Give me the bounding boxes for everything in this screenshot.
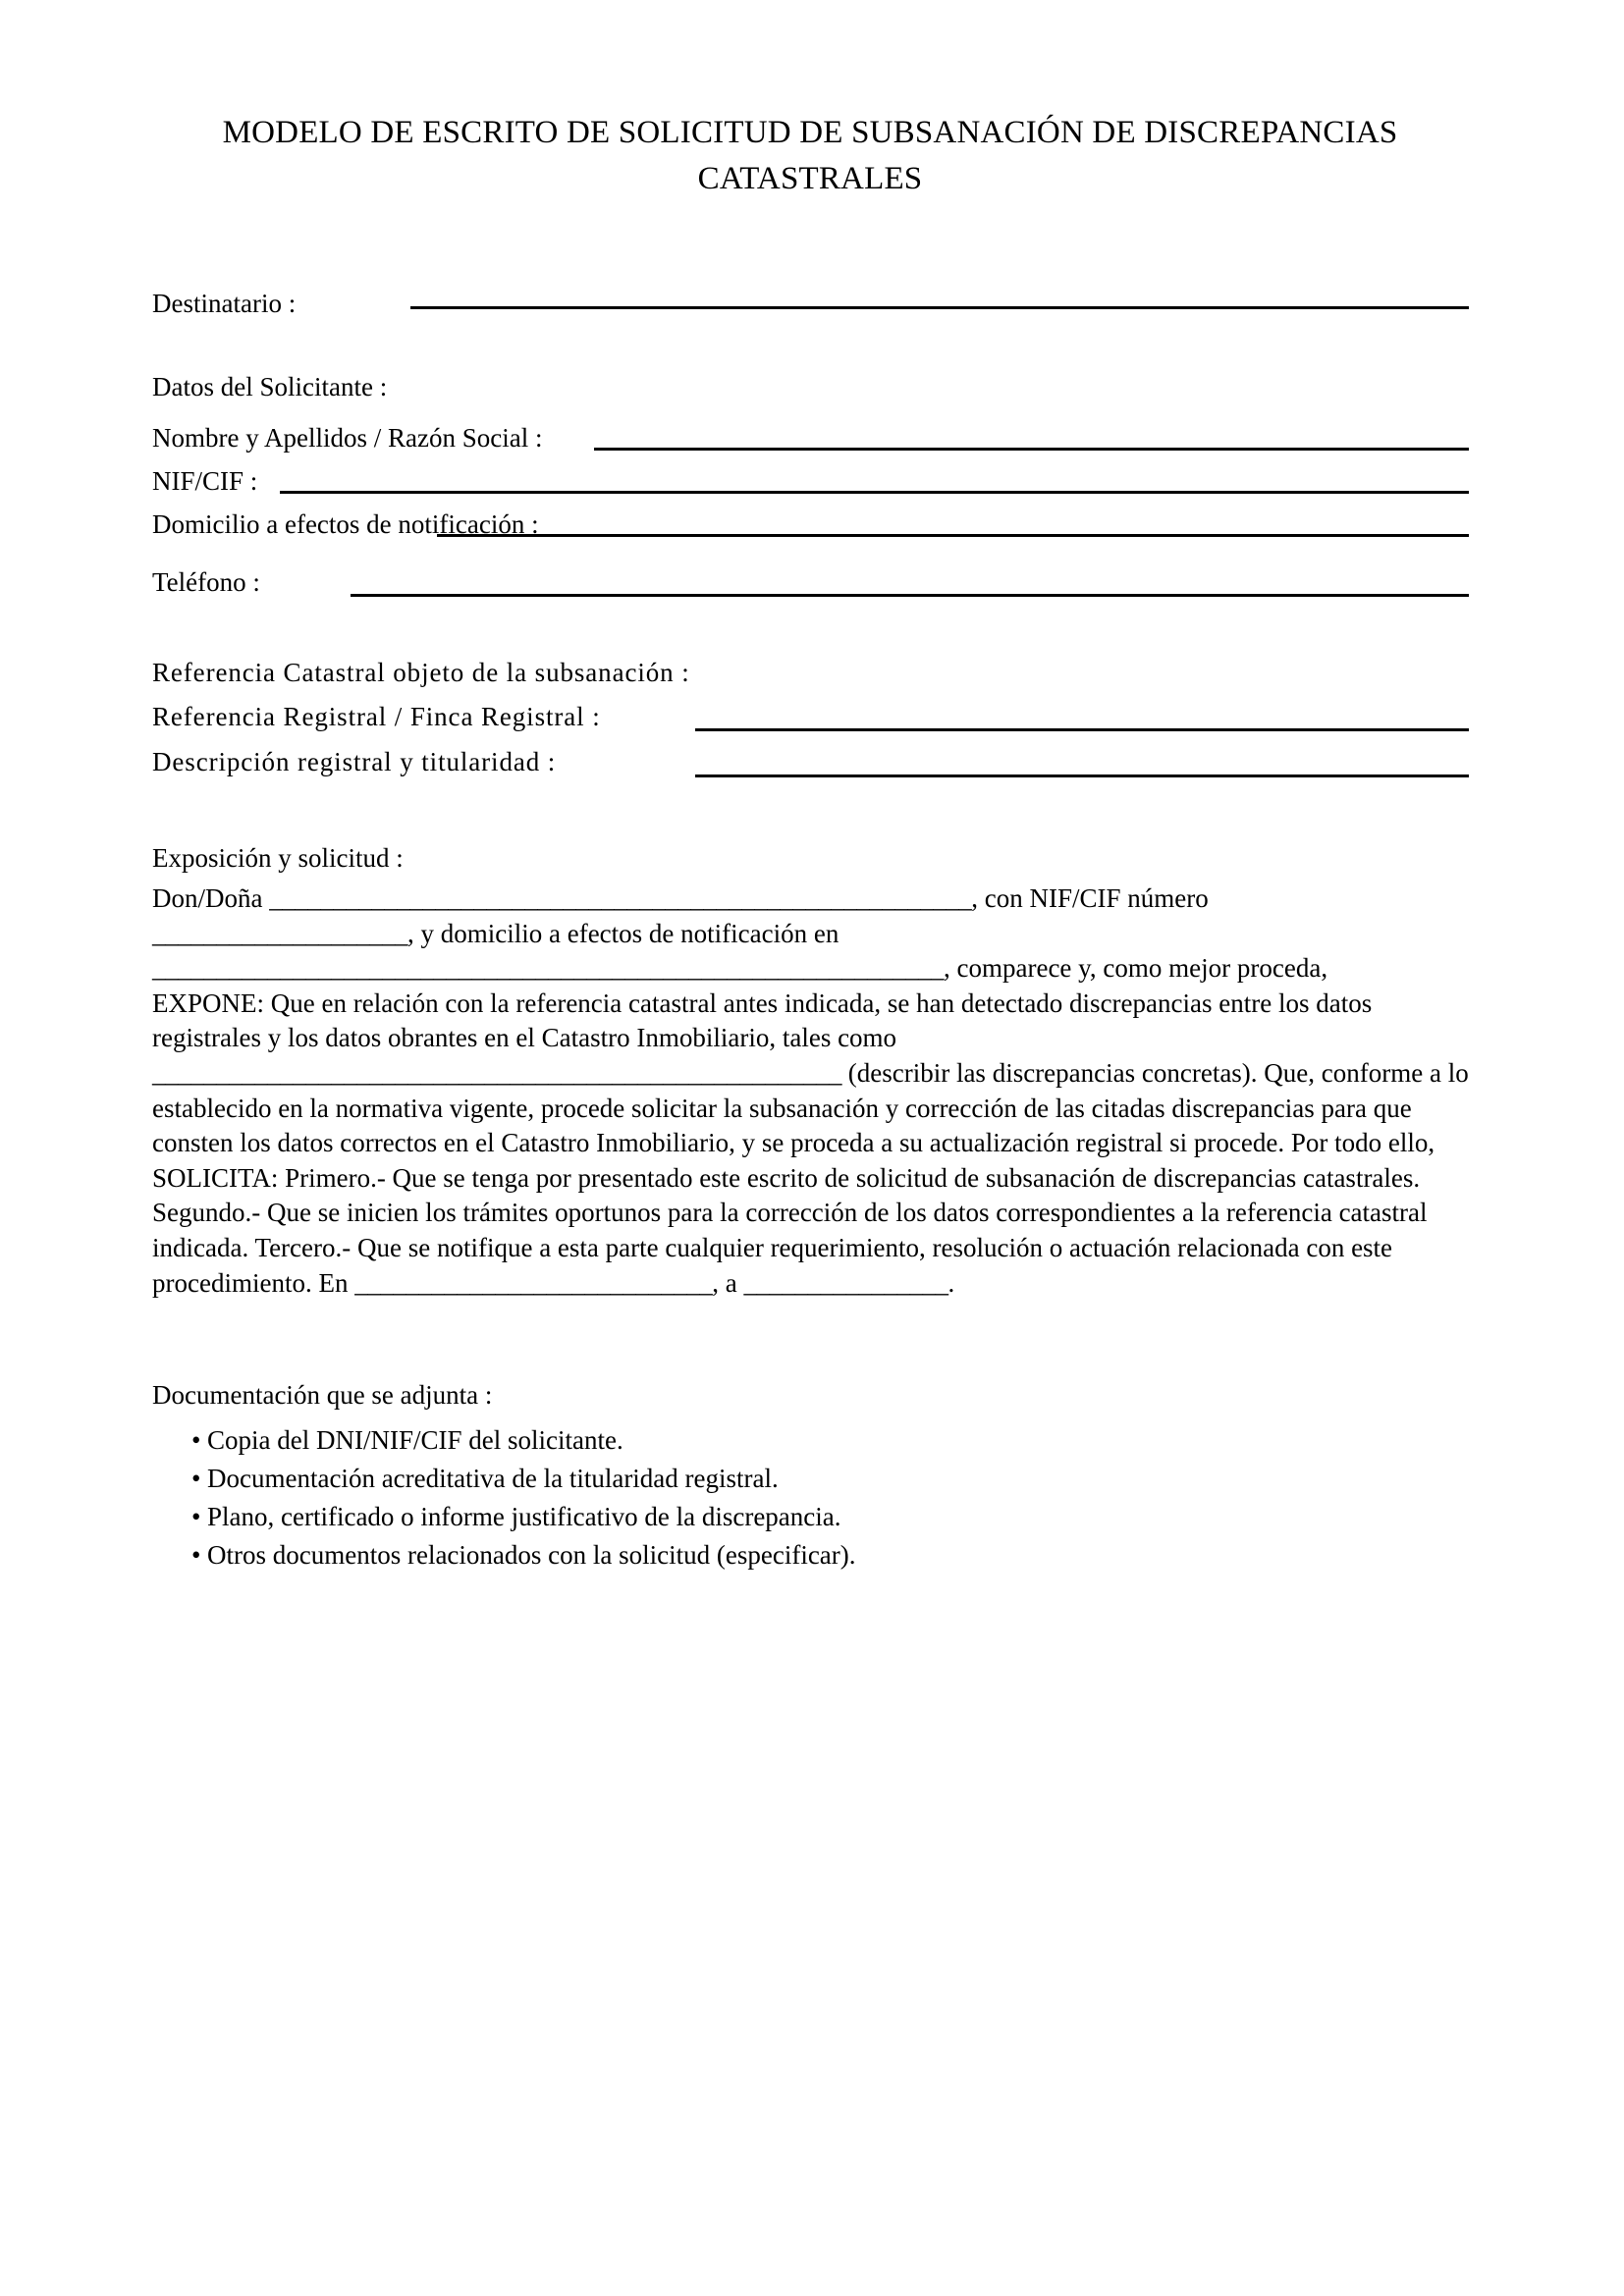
statement-line-3-suffix: , comparece y, como mejor proceda, — [944, 953, 1328, 984]
field-rule-descripcion-registral[interactable] — [695, 774, 1469, 777]
section-heading-exposicion: Exposición y solicitud : — [152, 843, 404, 873]
statement-body — [152, 881, 1473, 1301]
statement-date-prefix: , a — [712, 1267, 744, 1298]
statement-line-1-suffix: , con NIF/CIF número — [971, 883, 1209, 913]
section-heading-referencia-catastral: Referencia Catastral objeto de la subsanación : — [152, 658, 690, 687]
statement-line-2 — [152, 917, 1473, 952]
field-rule-telefono[interactable] — [351, 594, 1469, 597]
attachments-list — [191, 1421, 1173, 1575]
statement-date-suffix: . — [947, 1267, 955, 1298]
field-label-destinatario: Destinatario : — [152, 289, 297, 318]
list-item — [191, 1421, 1173, 1460]
statement-expone-fill[interactable]: ______________________________________________________ — [152, 1057, 841, 1088]
statement-expone-text-2: (describir las discrepancias concretas). Que, conforme a lo establecido en la normativa vigente, procede solicitar la subsanación y corrección de las citadas discrepancias para que consten los datos correctos en el Catastro Inmobiliario, y se proceda a su actualización registral si procede. Por todo ello, SOLICITA: Primero.- Que se tenga por presentado este escrito de solicitud de subsanación de discrepancias catastrales. Segundo.- Que se inicien los trámites oportunos para la corrección de los datos correspondientes a la referencia catastral indicada. Tercero.- Que se notifique a esta parte cualquier requerimiento, resolución o actuación relacionada con este procedimiento. En — [152, 1057, 1469, 1298]
field-rule-nif-cif[interactable] — [280, 491, 1469, 494]
field-label-nif-cif: NIF/CIF : — [152, 466, 258, 496]
field-rule-domicilio[interactable] — [437, 534, 1469, 537]
field-label-referencia-registral: Referencia Registral / Finca Registral : — [152, 702, 601, 731]
section-heading-datos-solicitante: Datos del Solicitante : — [152, 372, 388, 401]
section-heading-documentacion: Documentación que se adjunta : — [152, 1380, 493, 1410]
statement-place-fill[interactable]: ____________________________ — [354, 1267, 713, 1298]
bullet-icon: • — [191, 1464, 201, 1493]
field-label-descripcion-registral: Descripción registral y titularidad : — [152, 747, 557, 776]
statement-line-1-fill[interactable]: _______________________________________________________ — [269, 883, 972, 913]
bullet-icon: • — [191, 1502, 201, 1531]
statement-line-3-fill[interactable]: ______________________________________________________________ — [152, 953, 944, 984]
statement-line-2-fill[interactable]: ____________________ — [152, 918, 407, 948]
statement-line-1-prefix: Don/Doña — [152, 883, 270, 913]
list-item — [191, 1498, 1173, 1536]
field-label-telefono: Teléfono : — [152, 567, 260, 597]
bullet-icon: • — [191, 1540, 201, 1570]
field-rule-destinatario[interactable] — [410, 306, 1469, 309]
field-label-domicilio: Domicilio a efectos de notificación : — [152, 509, 539, 539]
list-item — [191, 1536, 1173, 1575]
statement-line-3 — [152, 951, 1473, 987]
field-rule-referencia-registral[interactable] — [695, 728, 1469, 731]
list-item-label: Otros documentos relacionados con la solicitud (especificar). — [207, 1540, 856, 1570]
statement-line-1 — [152, 881, 1473, 917]
statement-expone-text-1: EXPONE: Que en relación con la referencia catastral antes indicada, se han detectado discrepancias entre los datos registrales y los datos obrantes en el Catastro Inmobiliario, tales como — [152, 988, 1373, 1053]
statement-expone-paragraph-1 — [152, 987, 1473, 1056]
field-rule-nombre-apellidos[interactable] — [594, 448, 1469, 451]
bullet-icon: • — [191, 1425, 201, 1455]
list-item-label: Copia del DNI/NIF/CIF del solicitante. — [207, 1425, 623, 1455]
field-label-nombre-apellidos: Nombre y Apellidos / Razón Social : — [152, 423, 543, 453]
list-item-label: Documentación acreditativa de la titularidad registral. — [207, 1464, 779, 1493]
statement-expone-paragraph-2 — [152, 1056, 1473, 1301]
statement-date-fill[interactable]: ________________ — [743, 1267, 948, 1298]
list-item-label: Plano, certificado o informe justificativo de la discrepancia. — [207, 1502, 841, 1531]
statement-line-2-suffix: , y domicilio a efectos de notificación en — [407, 918, 839, 948]
page-title: MODELO DE ESCRITO DE SOLICITUD DE SUBSANACIÓN DE DISCREPANCIAS CATASTRALES — [222, 115, 1398, 196]
list-item — [191, 1460, 1173, 1498]
